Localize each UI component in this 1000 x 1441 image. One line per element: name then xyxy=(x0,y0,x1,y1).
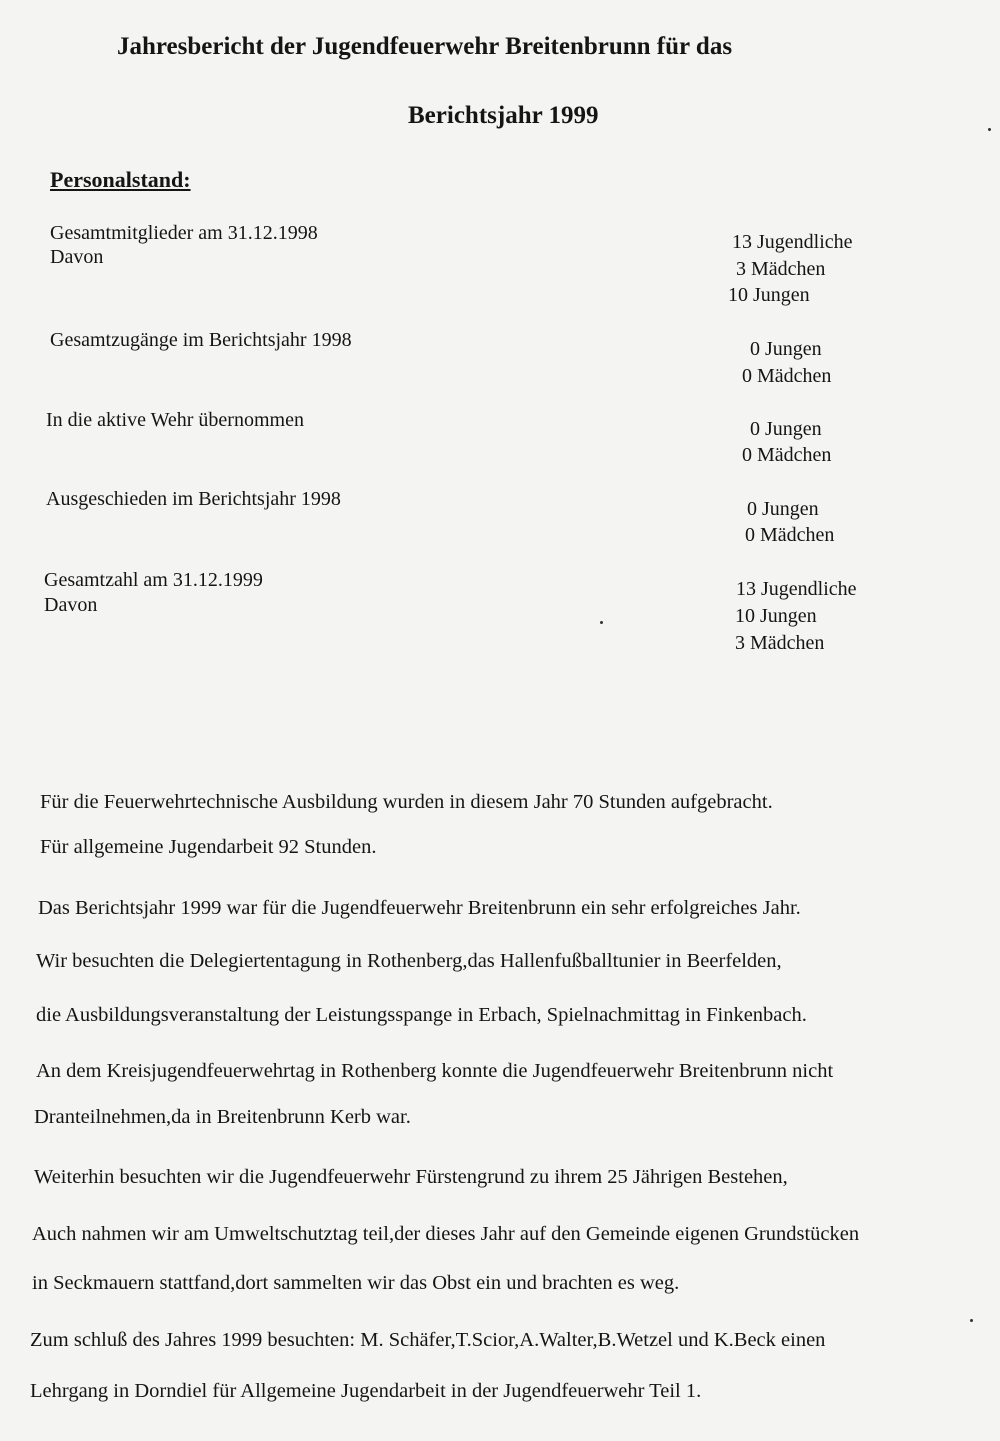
ausgeschieden-jungen: 0 Jungen xyxy=(747,498,819,520)
document-title-line-2: Berichtsjahr 1999 xyxy=(408,102,599,129)
aktive-wehr-label: In die aktive Wehr übernommen xyxy=(46,409,304,431)
gesamtmitglieder-jungen: 10 Jungen xyxy=(728,284,810,306)
gesamtzahl-total: 13 Jugendliche xyxy=(736,578,857,600)
scan-speck xyxy=(600,621,603,624)
scan-speck xyxy=(988,128,991,131)
body-line: Weiterhin besuchten wir die Jugendfeuerwehr Fürstengrund zu ihrem 25 Jährigen Bestehen, xyxy=(34,1166,788,1188)
gesamtzahl-label: Gesamtzahl am 31.12.1999 xyxy=(44,569,263,591)
scan-speck xyxy=(970,1319,973,1322)
zugaenge-label: Gesamtzugänge im Berichtsjahr 1998 xyxy=(50,329,352,351)
body-line: Auch nahmen wir am Umweltschutztag teil,der dieses Jahr auf den Gemeinde eigenen Grundstücken xyxy=(32,1223,860,1245)
ausgeschieden-maedchen: 0 Mädchen xyxy=(745,524,835,546)
body-line: Dranteilnehmen,da in Breitenbrunn Kerb war. xyxy=(34,1106,411,1128)
document-title-line-1: Jahresbericht der Jugendfeuerwehr Breitenbrunn für das xyxy=(117,33,733,60)
body-line: die Ausbildungsveranstaltung der Leistungsspange in Erbach, Spielnachmittag in Finkenbach. xyxy=(36,1004,807,1026)
body-line: Zum schluß des Jahres 1999 besuchten: M. Schäfer,T.Scior,A.Walter,B.Wetzel und K.Beck einen xyxy=(30,1329,826,1351)
gesamtzahl-maedchen: 3 Mädchen xyxy=(735,632,825,654)
gesamtmitglieder-label: Gesamtmitglieder am 31.12.1998 xyxy=(50,222,318,244)
zugaenge-maedchen: 0 Mädchen xyxy=(742,365,832,387)
ausgeschieden-label: Ausgeschieden im Berichtsjahr 1998 xyxy=(46,488,341,510)
body-line: in Seckmauern stattfand,dort sammelten wir das Obst ein und brachten es weg. xyxy=(32,1272,680,1294)
body-line: Das Berichtsjahr 1999 war für die Jugendfeuerwehr Breitenbrunn ein sehr erfolgreiches Jahr. xyxy=(38,897,801,919)
aktive-wehr-jungen: 0 Jungen xyxy=(750,418,822,440)
gesamtzahl-jungen: 10 Jungen xyxy=(735,605,817,627)
body-line: Für die Feuerwehrtechnische Ausbildung wurden in diesem Jahr 70 Stunden aufgebracht. xyxy=(40,791,773,813)
body-line: An dem Kreisjugendfeuerwehrtag in Rothenberg konnte die Jugendfeuerwehr Breitenbrunn nicht xyxy=(36,1060,834,1082)
gesamtmitglieder-davon: Davon xyxy=(50,246,104,268)
aktive-wehr-maedchen: 0 Mädchen xyxy=(742,444,832,466)
gesamtzahl-davon: Davon xyxy=(44,594,98,616)
body-line: Für allgemeine Jugendarbeit 92 Stunden. xyxy=(40,836,377,858)
gesamtmitglieder-total: 13 Jugendliche xyxy=(732,231,853,253)
personalstand-heading: Personalstand: xyxy=(50,167,191,192)
body-line: Lehrgang in Dorndiel für Allgemeine Jugendarbeit in der Jugendfeuerwehr Teil 1. xyxy=(30,1380,702,1402)
gesamtmitglieder-maedchen: 3 Mädchen xyxy=(736,258,826,280)
body-line: Wir besuchten die Delegiertentagung in Rothenberg,das Hallenfußballtunier in Beerfelden, xyxy=(36,950,782,972)
zugaenge-jungen: 0 Jungen xyxy=(750,338,822,360)
